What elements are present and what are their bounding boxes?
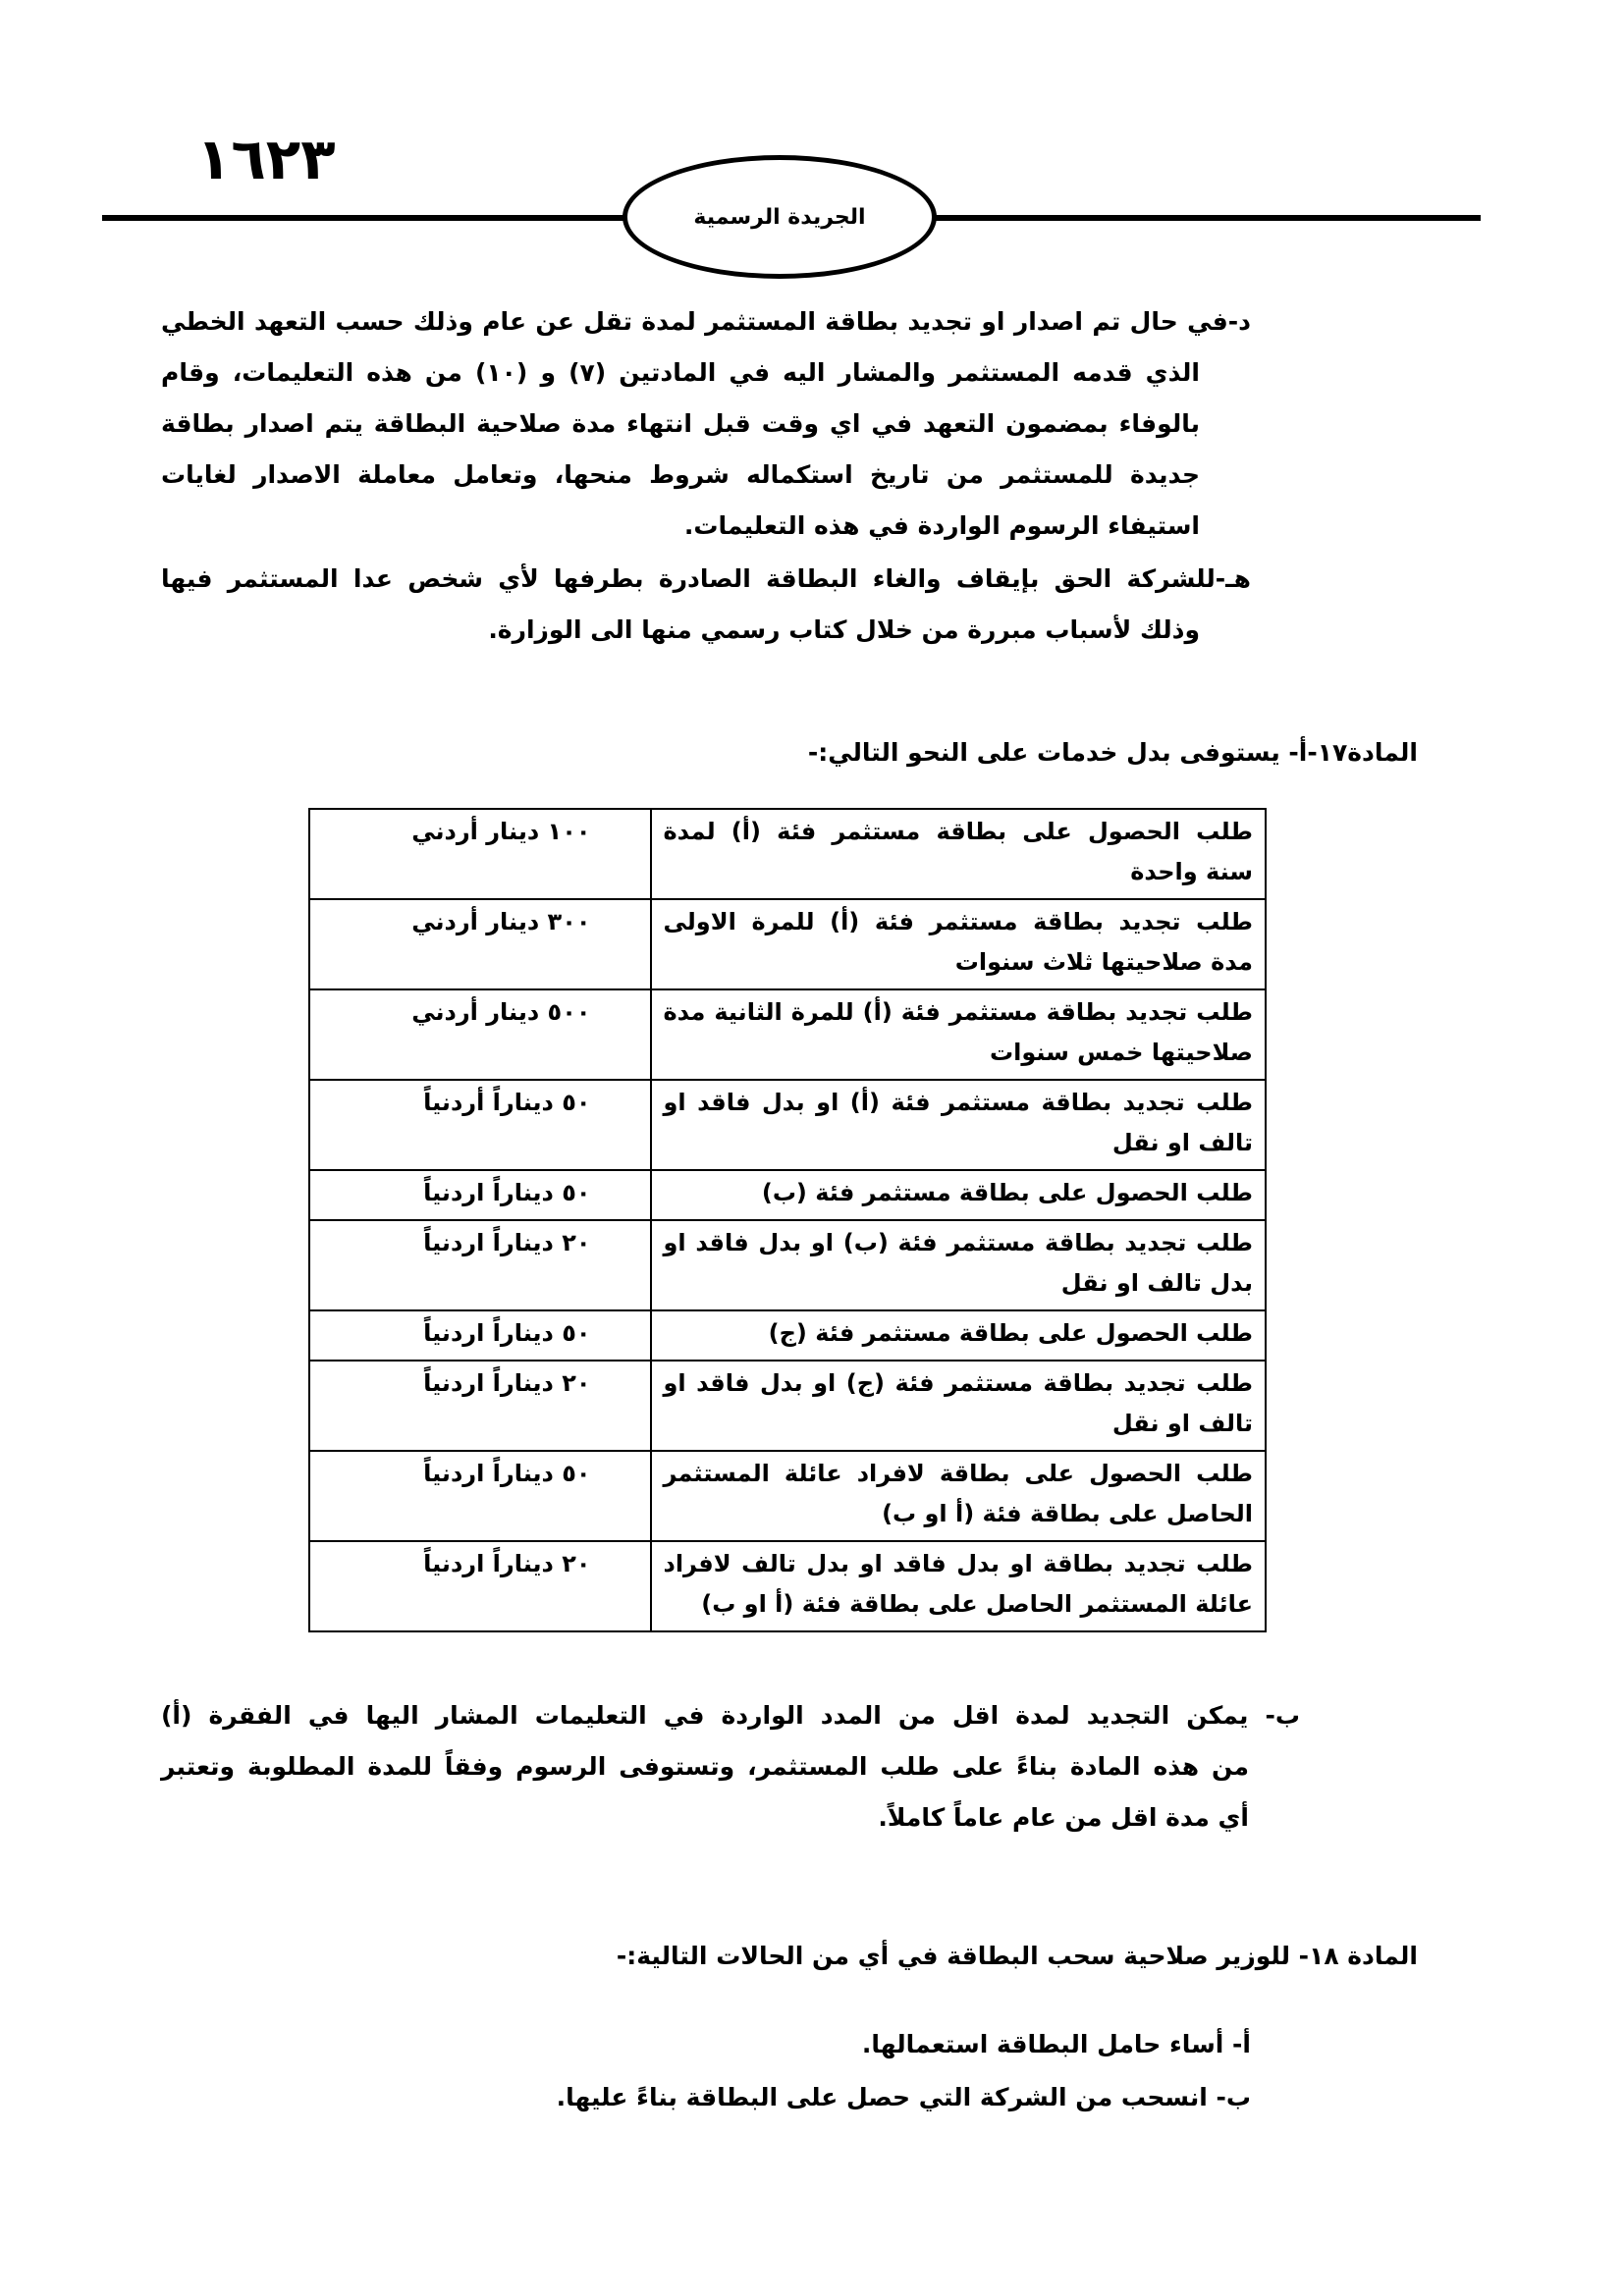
fee-description: طلب تجديد بطاقة مستثمر فئة (أ) للمرة الاولى مدة صلاحيتها ثلاث سنوات [651,899,1267,989]
paragraph-d-line: جديدة للمستثمر من تاريخ استكماله شروط منحها، وتعامل معاملة الاصدار لغايات [161,460,1200,489]
article-18-item-a: أ- أساء حامل البطاقة استعمالها. [861,2030,1251,2058]
table-row [309,1170,1266,1220]
article-18-heading: المادة ١٨- للوزير صلاحية سحب البطاقة في أي من الحالات التالية:- [616,1942,1418,1970]
fee-description: طلب تجديد بطاقة مستثمر فئة (أ) او بدل فاقد او تالف او نقل [651,1080,1267,1170]
paragraph-b-line: أي مدة اقل من عام عاماً كاملاً. [878,1803,1249,1832]
table-row [309,899,1266,989]
paragraph-d-line: بالوفاء بمضمون التعهد في اي وقت قبل انتهاء مدة صلاحية البطاقة يتم اصدار بطاقة [161,409,1200,438]
fee-amount: ٢٠ ديناراً اردنياً [309,1361,651,1451]
fee-amount: ٢٠ ديناراً اردنياً [309,1220,651,1310]
fee-description: طلب تجديد بطاقة مستثمر فئة (ب) او بدل فاقد او بدل تالف او نقل [651,1220,1267,1310]
table-row [309,1310,1266,1361]
article-18-item-b: ب- انسحب من الشركة التي حصل على البطاقة بناءً عليها. [556,2083,1251,2111]
paragraph-h [161,554,1251,656]
table-row [309,989,1266,1080]
article-17-paragraph-b [161,1690,1300,1843]
fee-amount: ٢٠ ديناراً اردنياً [309,1541,651,1631]
paragraph-b-line: ب- يمكن التجديد لمدة اقل من المدد الواردة في التعليمات المشار اليها في الفقرة (أ) [161,1701,1300,1730]
fee-description: طلب الحصول على بطاقة مستثمر فئة (ج) [651,1310,1267,1361]
fee-amount: ٥٠ ديناراً اردنياً [309,1451,651,1541]
fee-description: طلب تجديد بطاقة او بدل فاقد او بدل تالف لافراد عائلة المستثمر الحاصل على بطاقة فئة (أ او ب) [651,1541,1267,1631]
fee-description: طلب تجديد بطاقة مستثمر فئة (ج) او بدل فاقد او تالف او نقل [651,1361,1267,1451]
table-row [309,1080,1266,1170]
fee-description: طلب تجديد بطاقة مستثمر فئة (أ) للمرة الثانية مدة صلاحيتها خمس سنوات [651,989,1267,1080]
paragraph-d-line: د-في حال تم اصدار او تجديد بطاقة المستثمر لمدة تقل عن عام وذلك حسب التعهد الخطي [161,307,1251,336]
paragraph-d-line: استيفاء الرسوم الواردة في هذه التعليمات. [683,511,1200,540]
page-number: ١٦٢٣ [196,126,336,192]
paragraph-h-line: وذلك لأسباب مبررة من خلال كتاب رسمي منها الى الوزارة. [488,615,1200,644]
table-row [309,1361,1266,1451]
paragraph-d-line: الذي قدمه المستثمر والمشار اليه في المادتين (٧) و (١٠) من هذه التعليمات، وقام [161,358,1200,387]
paragraph-d [161,296,1251,552]
fee-amount: ٣٠٠ دينار أردني [309,899,651,989]
fee-description: طلب الحصول على بطاقة لافراد عائلة المستثمر الحاصل على بطاقة فئة (أ او ب) [651,1451,1267,1541]
fee-amount: ٥٠ ديناراً اردنياً [309,1310,651,1361]
article-17-heading: المادة١٧-أ- يستوفى بدل خدمات على النحو التالي:- [807,738,1418,767]
fee-description: طلب الحصول على بطاقة مستثمر فئة (ب) [651,1170,1267,1220]
fee-amount: ٥٠ ديناراً أردنياً [309,1080,651,1170]
paragraph-h-line: هـ-للشركة الحق بإيقاف والغاء البطاقة الصادرة بطرفها لأي شخص عدا المستثمر فيها [161,564,1251,593]
table-row [309,1451,1266,1541]
fees-table [308,808,1267,1632]
fee-amount: ٥٠٠ دينار أردني [309,989,651,1080]
table-row [309,1541,1266,1631]
gazette-title-oval [623,155,937,279]
gazette-title: الجريدة الرسمية [693,204,866,230]
paragraph-b-line: من هذه المادة بناءً على طلب المستثمر، وتستوفى الرسوم وفقاً للمدة المطلوبة وتعتبر [161,1752,1249,1781]
fee-amount: ٥٠ ديناراً اردنياً [309,1170,651,1220]
table-row [309,809,1266,899]
table-row [309,1220,1266,1310]
fee-description: طلب الحصول على بطاقة مستثمر فئة (أ) لمدة سنة واحدة [651,809,1267,899]
fee-amount: ١٠٠ دينار أردني [309,809,651,899]
